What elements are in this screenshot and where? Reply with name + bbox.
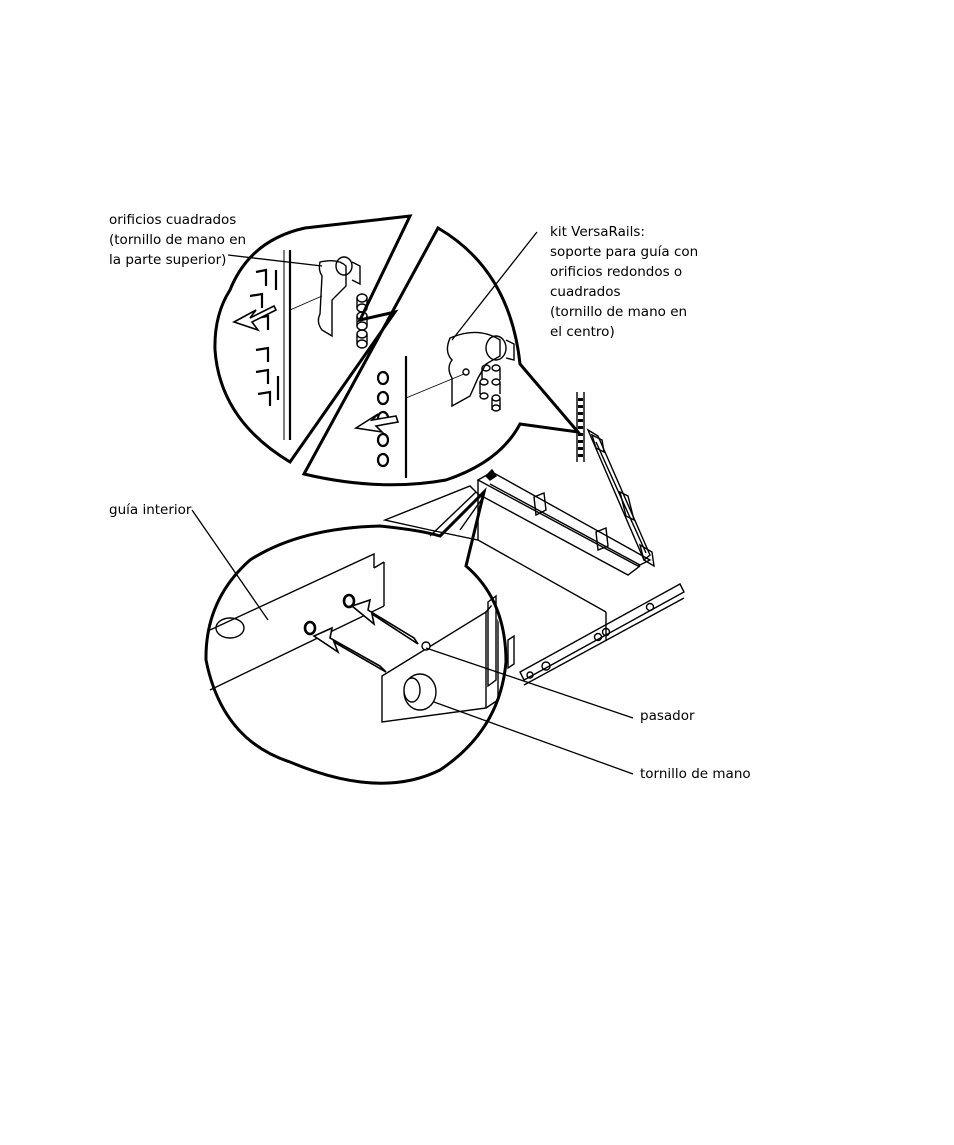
inner-rail-callout [206, 492, 506, 783]
slide-rail [488, 584, 684, 686]
leader-inner-rail [192, 510, 268, 620]
leader-thumbscrew [434, 702, 633, 774]
label-square-holes: orificios cuadrados (tornillo de mano en la parte superior) [109, 212, 247, 268]
rail-assembly [385, 392, 684, 686]
label-inner-rail: guía interior [109, 502, 192, 518]
label-thumbscrew: tornillo de mano [640, 766, 751, 782]
rack-post [577, 392, 584, 462]
versarails-callout [304, 228, 578, 485]
top-rail [478, 470, 650, 575]
label-pin: pasador [640, 708, 695, 724]
label-versarails: kit VersaRails: soporte para guía con orificios redondos o cuadrados (tornillo de mano en el centro) [550, 224, 699, 340]
